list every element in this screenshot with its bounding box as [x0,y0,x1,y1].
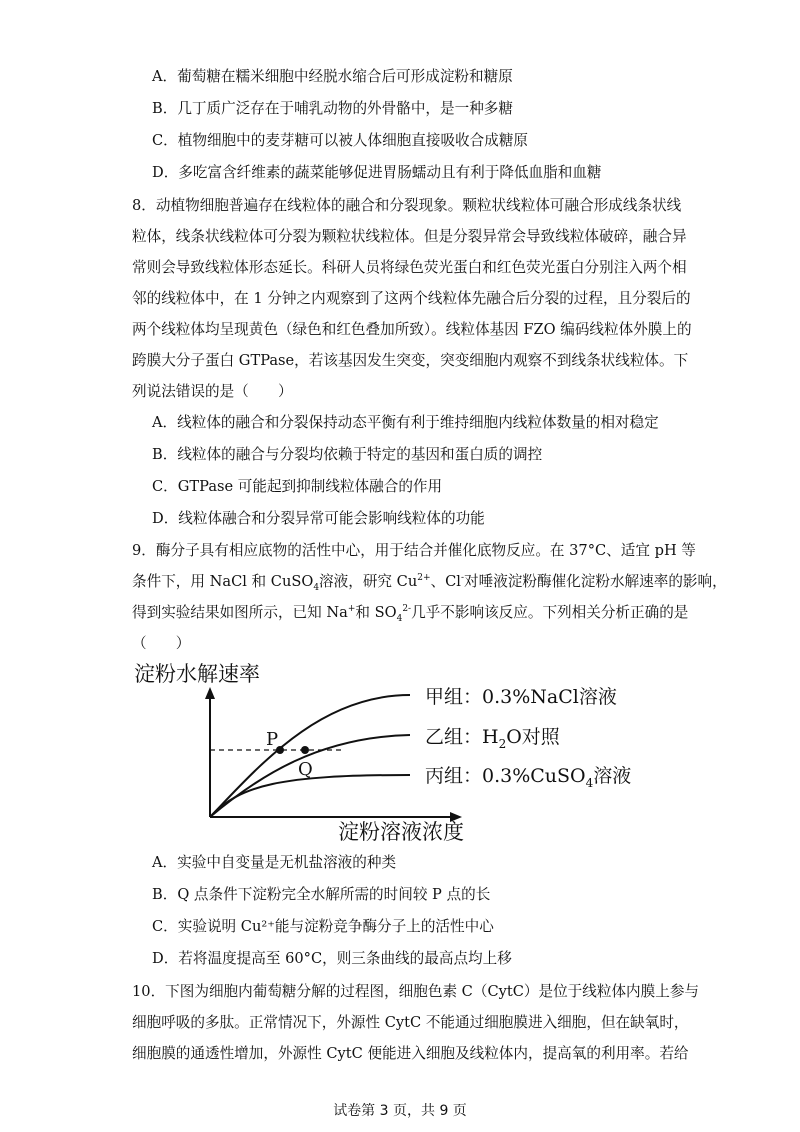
q9-option-b: B．Q 点条件下淀粉完全水解所需的时间较 P 点的长 [152,886,491,903]
curve-jia [210,695,410,817]
series-label-jia: 甲组：0.3%NaCl溶液 [425,686,617,708]
q8-stem-line: 邻的线粒体中，在 1 分钟之内观察到了这两个线粒体先融合后分裂的过程，且分裂后的 [132,290,691,307]
q9-option-c: C．实验说明 Cu²⁺能与淀粉竞争酶分子上的活性中心 [152,918,494,935]
q9-stem-line-2: 条件下，用 NaCl 和 CuSO$_4$溶液，研究 $Cu^{2+}$、Cl-对唾液淀粉酶催化淀粉水解速率的影响， [132,573,727,593]
q9-option-a: A．实验中自变量是无机盐溶液的种类 [152,854,397,871]
enzyme-rate-chart [120,655,680,850]
chart-ylabel: 淀粉水解速率 [134,662,260,686]
q8-option-d: D．线粒体融合和分裂异常可能会影响线粒体的功能 [152,510,485,527]
q8-stem-line: 跨膜大分子蛋白 GTPase，若该基因发生突变，突变细胞内观察不到线条状线粒体。下 [132,352,689,369]
q8-option-b: B．线粒体的融合与分裂均依赖于特定的基因和蛋白质的调控 [152,446,543,463]
q9-option-d: D．若将温度提高至 60°C，则三条曲线的最高点均上移 [152,950,512,967]
q8-stem-line: 常则会导致线粒体形态延长。科研人员将绿色荧光蛋白和红色荧光蛋白分别注入两个相 [132,259,687,276]
q7-option-b: B．几丁质广泛存在于哺乳动物的外骨骼中，是一种多糖 [152,100,513,117]
point-q [301,746,309,754]
q7-option-d: D．多吃富含纤维素的蔬菜能够促进胃肠蠕动且有利于降低血脂和血糖 [152,164,602,181]
point-p-label: P [266,729,279,750]
q10-stem-line: 10．下图为细胞内葡萄糖分解的过程图，细胞色素 C（CytC）是位于线粒体内膜上参与 [132,983,700,1000]
q8-option-a: A．线粒体的融合和分裂保持动态平衡有利于维持细胞内线粒体数量的相对稳定 [152,414,659,431]
q8-stem-line: 粒体，线条状线粒体可分裂为颗粒状线粒体。但是分裂异常会导致线粒体破碎，融合异 [132,228,687,245]
q7-option-a: A．葡萄糖在糯米细胞中经脱水缩合后可形成淀粉和糖原 [152,68,513,85]
q8-option-c: C．GTPase 可能起到抑制线粒体融合的作用 [152,478,443,495]
chart-xlabel: 淀粉溶液浓度 [338,820,464,844]
page-footer: 试卷第 3 页，共 9 页 [333,1103,467,1119]
q10-stem-line: 细胞膜的通透性增加，外源性 CytC 便能进入细胞及线粒体内，提高氧的利用率。若给 [132,1045,689,1062]
point-q-label: Q [298,759,313,780]
q9-stem-line-3: 得到实验结果如图所示，已知 Na+和 $SO_4^{2-}$几乎不影响该反应。下列相关分析正确的是 [132,604,689,624]
q9-stem-line-1: 9．酶分子具有相应底物的活性中心，用于结合并催化底物反应。在 37°C、适宜 pH 等 [132,542,696,559]
q8-stem-line: 8．动植物细胞普遍存在线粒体的融合和分裂现象。颗粒状线粒体可融合形成线条状线 [132,197,682,214]
series-label-bing: 丙组：0.3%CuSO$_4$溶液 [425,765,632,790]
q9-stem-line-4: （ ） [132,635,191,652]
q8-stem-line: 两个线粒体均呈现黄色（绿色和红色叠加所致）。线粒体基因 FZO 编码线粒体外膜上的 [132,321,692,338]
series-label-yi: 乙组：$H_2O$对照 [425,726,560,751]
q8-stem-line: 列说法错误的是（ ） [132,383,293,400]
y-axis-arrow [205,687,215,699]
curve-bing [210,775,410,817]
q10-stem-line: 细胞呼吸的多肽。正常情况下，外源性 CytC 不能通过细胞膜进入细胞，但在缺氧时， [132,1014,689,1031]
q7-option-c: C．植物细胞中的麦芽糖可以被人体细胞直接吸收合成糖原 [152,132,529,149]
